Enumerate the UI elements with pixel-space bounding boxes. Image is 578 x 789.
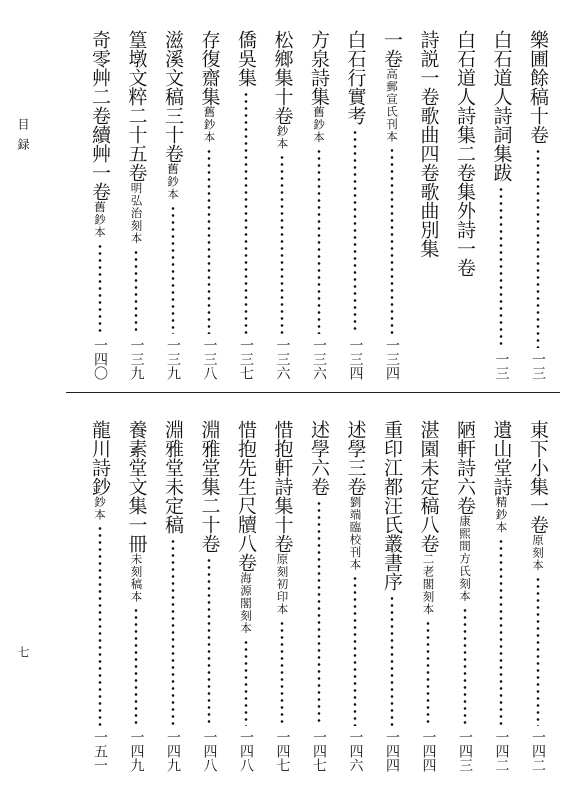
- leader-dots: [520, 148, 557, 348]
- toc-column: [483, 30, 520, 380]
- entry-title: 樂圃餘稿十卷: [527, 30, 549, 144]
- leader-dots: [82, 243, 119, 335]
- toc-entry[interactable]: [191, 420, 228, 772]
- toc-entry[interactable]: [447, 420, 484, 772]
- entry-page-number: 一四〇: [92, 338, 108, 380]
- toc-column: [82, 420, 119, 772]
- entry-title: 惜抱先生尺牘八卷: [235, 420, 257, 572]
- entry-title: 龍川詩鈔: [89, 420, 111, 496]
- leader-dots: [118, 607, 155, 726]
- toc-entry[interactable]: [264, 30, 301, 380]
- entry-page-number: 一四七: [311, 730, 327, 772]
- toc-column: [410, 30, 447, 380]
- entry-title: 東下小集一卷: [527, 420, 549, 534]
- leader-dots: [264, 620, 301, 727]
- leader-dots: [483, 538, 520, 727]
- toc-entry[interactable]: [118, 420, 155, 772]
- toc-upper-panel: [66, 30, 556, 380]
- entry-page-number: 一四八: [238, 730, 254, 772]
- entry-edition-note: 康熙間方氏刻本: [458, 515, 472, 603]
- entry-edition-note: 舊鈔本: [166, 163, 180, 201]
- entry-edition-note: 明弘治刻本: [129, 182, 144, 245]
- section-divider: [66, 392, 560, 393]
- entry-page-number: 一四六: [347, 730, 364, 772]
- entry-title: 白石道人詩集二卷集外詩一卷: [454, 30, 476, 277]
- toc-entry[interactable]: [228, 30, 265, 380]
- entry-page-number: 一三六: [311, 338, 327, 380]
- leader-dots: [447, 607, 484, 727]
- entry-title: 述學六卷: [308, 420, 330, 496]
- entry-title: 湛園未定稿八卷: [417, 420, 440, 553]
- entry-edition-note: 鈔本: [275, 125, 290, 150]
- toc-column: [301, 30, 338, 380]
- entry-title: 淵雅堂集二十卷: [198, 420, 221, 553]
- toc-entry[interactable]: [82, 30, 119, 380]
- leader-dots: [118, 249, 155, 335]
- toc-entry[interactable]: [483, 420, 520, 772]
- leader-dots: [264, 154, 301, 334]
- leader-dots: [301, 500, 338, 726]
- entry-title: 篁墩文粹二十五卷: [125, 30, 148, 182]
- page-number: 七: [16, 646, 30, 666]
- toc-entry[interactable]: [301, 30, 338, 380]
- toc-entry[interactable]: [228, 420, 265, 772]
- toc-entry[interactable]: [520, 420, 557, 772]
- entry-page-number: 一三六: [274, 338, 291, 380]
- toc-entry[interactable]: [374, 420, 411, 772]
- toc-column: [520, 420, 557, 772]
- entry-edition-note: 未刻稿本: [129, 553, 144, 603]
- toc-entry[interactable]: [410, 30, 447, 380]
- toc-entry[interactable]: [118, 30, 155, 380]
- toc-entry[interactable]: [264, 420, 301, 772]
- toc-entry[interactable]: [191, 30, 228, 380]
- entry-page-number: 一四二: [530, 730, 546, 772]
- entry-edition-note: 原刻本: [531, 534, 545, 572]
- toc-column: [155, 30, 192, 380]
- entry-title: 白石行實考: [344, 30, 367, 125]
- leader-dots: [155, 205, 192, 335]
- entry-edition-note: 鈔本: [93, 496, 107, 521]
- toc-entry[interactable]: [301, 420, 338, 772]
- entry-page-number: 一三八: [201, 338, 218, 380]
- leader-dots: [301, 148, 338, 335]
- entry-title: 存復齋集: [198, 30, 221, 106]
- entry-title: 滋溪文稿三十卷: [162, 30, 184, 163]
- toc-column: [374, 30, 411, 380]
- toc-entry[interactable]: [82, 420, 119, 772]
- entry-page-number: 一三九: [165, 338, 181, 380]
- toc-column: [483, 420, 520, 772]
- entry-edition-note: 精鈔本: [494, 496, 509, 534]
- entry-page-number: 一四九: [128, 730, 145, 772]
- entry-edition-note: 二老閣刻本: [421, 553, 436, 616]
- entry-page-number: 一三: [530, 352, 546, 380]
- entry-page-number: 一四七: [274, 730, 291, 772]
- entry-edition-note: 原刻初印本: [275, 553, 290, 616]
- toc-column: [191, 30, 228, 380]
- entry-page-number: 一三七: [238, 338, 254, 380]
- toc-entry[interactable]: [447, 30, 484, 380]
- toc-entry[interactable]: [410, 420, 447, 772]
- toc-column: [264, 30, 301, 380]
- section-label: 目録: [16, 118, 30, 158]
- toc-entry[interactable]: [155, 30, 192, 380]
- entry-title: 詩説一卷歌曲四卷歌曲別集: [417, 30, 440, 258]
- entry-title: 白石道人詩詞集跋: [490, 30, 513, 182]
- entry-page-number: 一三四: [384, 338, 400, 380]
- entry-page-number: 一四四: [420, 730, 437, 772]
- entry-page-number: 一四四: [384, 730, 400, 772]
- entry-edition-note: 舊鈔本: [202, 106, 217, 144]
- toc-column: [228, 30, 265, 380]
- leader-dots: [410, 620, 447, 727]
- entry-edition-note: 劉端臨校刊本: [348, 496, 363, 571]
- toc-column: [374, 420, 411, 772]
- toc-entry[interactable]: [155, 420, 192, 772]
- entry-title: 一卷: [381, 30, 403, 68]
- entry-title: 重印江都汪氏叢書序: [381, 420, 403, 591]
- entry-title: 松鄉集十卷: [271, 30, 294, 125]
- entry-page-number: 一四八: [201, 730, 218, 772]
- toc-entry[interactable]: [520, 30, 557, 380]
- entry-title: 淵雅堂未定稿: [162, 420, 184, 534]
- toc-column: [82, 30, 119, 380]
- leader-dots: [337, 129, 374, 334]
- leader-dots: [191, 557, 228, 726]
- entry-title: 述學三卷: [344, 420, 367, 496]
- toc-column: [228, 420, 265, 772]
- toc-lower-panel: [66, 420, 556, 772]
- toc-upper-columns: [66, 30, 556, 380]
- toc-entry[interactable]: [337, 30, 374, 380]
- leader-dots: [191, 148, 228, 335]
- entry-page-number: 一四九: [165, 730, 181, 772]
- toc-entry[interactable]: [374, 30, 411, 380]
- entry-edition-note: 舊鈔本: [312, 106, 326, 144]
- toc-column: [191, 420, 228, 772]
- toc-column: [118, 30, 155, 380]
- entry-title: 奇零艸二卷續艸一卷: [89, 30, 111, 201]
- leader-dots: [374, 595, 411, 726]
- entry-page-number: 一四二: [493, 730, 510, 772]
- entry-page-number: 一五一: [92, 730, 108, 772]
- entry-title: 僑吳集: [235, 30, 257, 87]
- toc-column: [264, 420, 301, 772]
- toc-column: [301, 420, 338, 772]
- toc-column: [447, 420, 484, 772]
- entry-page-number: 一三九: [128, 338, 145, 380]
- entry-edition-note: 海源閣刻本: [239, 572, 253, 635]
- entry-edition-note: 舊鈔本: [93, 201, 107, 239]
- leader-dots: [374, 147, 411, 334]
- toc-column: [155, 420, 192, 772]
- entry-title: 陋軒詩六卷: [454, 420, 476, 515]
- leader-dots: [228, 91, 265, 334]
- entry-title: 遺山堂詩: [490, 420, 513, 496]
- toc-column: [410, 420, 447, 772]
- toc-column: [520, 30, 557, 380]
- leader-dots: [82, 525, 119, 726]
- toc-column: [337, 30, 374, 380]
- toc-entry[interactable]: [483, 30, 520, 380]
- toc-entry[interactable]: [337, 420, 374, 772]
- leader-dots: [337, 575, 374, 726]
- entry-title: 方泉詩集: [308, 30, 330, 106]
- toc-column: [337, 420, 374, 772]
- entry-edition-note: 高郵宣氏刊本: [385, 68, 399, 143]
- toc-column: [447, 30, 484, 380]
- leader-dots: [520, 576, 557, 727]
- leader-dots: [155, 538, 192, 726]
- toc-column: [118, 420, 155, 772]
- entry-page-number: 一三: [493, 352, 510, 380]
- entry-page-number: 一三四: [347, 338, 364, 380]
- entry-title: 惜抱軒詩集十卷: [271, 420, 294, 553]
- entry-title: 養素堂文集一冊: [125, 420, 148, 553]
- leader-dots: [228, 639, 265, 727]
- entry-page-number: 一四三: [457, 730, 473, 772]
- toc-lower-columns: [66, 420, 556, 772]
- leader-dots: [483, 186, 520, 348]
